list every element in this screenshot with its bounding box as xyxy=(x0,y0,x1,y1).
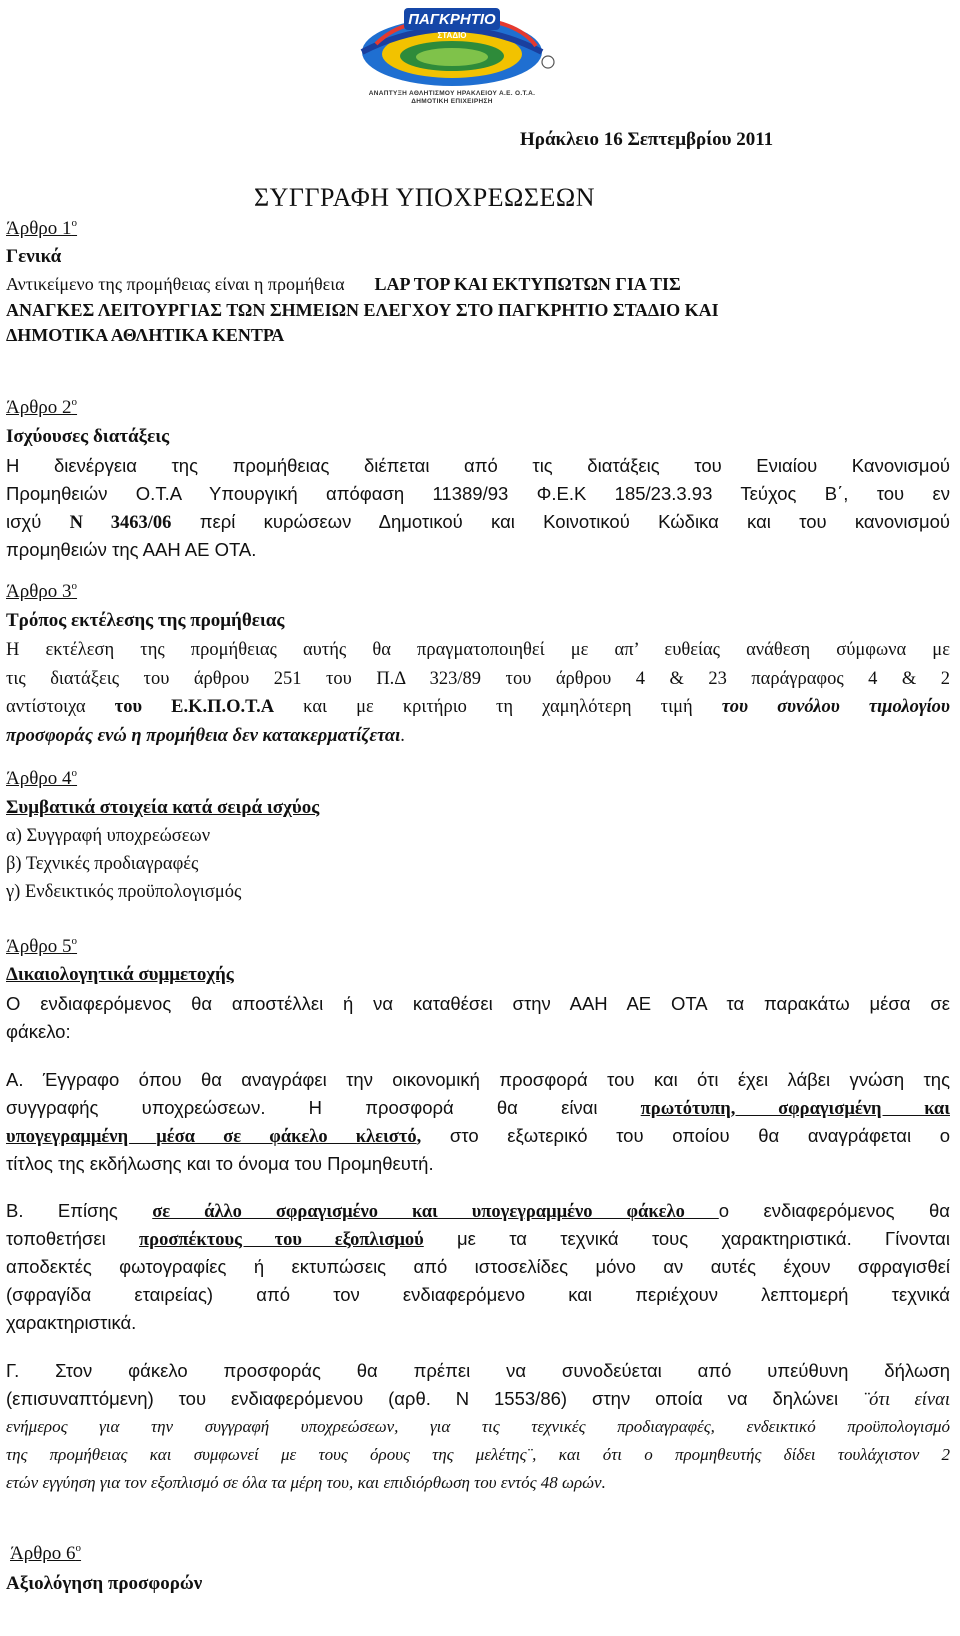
article-6-subtitle: Αξιολόγηση προσφορών xyxy=(6,1573,203,1594)
article-5-c-line-3: ενήμερος για την συγγραφή υποχρεώσεων, για τις τεχνικές προδιαγραφές, ενδεικτικό προϋπολογισμό xyxy=(6,1417,950,1436)
logo-caption xyxy=(320,90,584,106)
list-item: γ) Ενδεικτικός προϋπολογισμός xyxy=(6,882,242,902)
article-2-heading xyxy=(6,396,77,420)
logo-sub: ΣΤΑΔΙΟ xyxy=(437,31,467,40)
article-1-line-3: ΔΗΜΟΤΙΚΑ ΑΘΛΗΤΙΚΑ ΚΕΝΤΡΑ xyxy=(6,325,285,345)
article-5-a-line-3b: μέσα σε φάκελο κλειστό xyxy=(156,1127,417,1147)
article-5-b-line-1 xyxy=(6,1197,950,1226)
article-3-line-4b: . xyxy=(400,726,405,746)
article-3-line-1: Η εκτέλεση της προμήθειας αυτής θα πραγματοποιηθεί με απ’ ευθείας ανάθεση σύμφωνα με xyxy=(6,640,950,660)
article-5-c-line-2a: (επισυναπτόμενη) του ενδιαφερόμενου (αρθ. Ν 1553/86) στην οποία να δηλώνει xyxy=(6,1388,863,1409)
article-5-heading-text: Άρθρο 5 xyxy=(6,936,72,957)
article-3-subtitle: Τρόπος εκτέλεσης της προμήθειας xyxy=(6,610,285,631)
article-5-b-line-2 xyxy=(6,1225,950,1254)
article-5-a-line-1: Α. Έγγραφο όπου θα αναγράφει την οικονομική προσφορά του και ότι έχει λάβει γνώση της xyxy=(6,1069,950,1090)
article-3-line-2: τις διατάξεις του άρθρου 251 του Π.Δ 323/89 του άρθρου 4 & 23 παράγραφος 4 & 2 xyxy=(6,669,950,689)
article-5-intro-1: Ο ενδιαφερόμενος θα αποστέλλει ή να καταθέσει στην ΑΑΗ ΑΕ ΟΤΑ τα παρακάτω μέσα σε xyxy=(6,993,950,1014)
article-5-c-line-2b: ¨ότι είναι xyxy=(862,1390,950,1410)
article-6-heading-text: Άρθρο 6 xyxy=(10,1543,76,1564)
article-3-line-4a: προσφοράς ενώ η προμήθεια δεν κατακερματίζεται xyxy=(6,726,401,746)
article-5-b-line-2c: με τα τεχνικά τους χαρακτηριστικά. Γίνονται xyxy=(423,1228,950,1249)
article-5-b-line-3: αποδεκτές φωτογραφίες ή εκτυπώσεις από ιστοσελίδες μόνο αν αυτές έχουν σφραγισθεί xyxy=(6,1256,950,1277)
logo-wordmark: ΠΑΓΚΡΗΤΙΟ xyxy=(408,11,496,28)
list-item: β) Τεχνικές προδιαγραφές xyxy=(6,854,199,874)
article-6-heading-sup: ο xyxy=(75,1542,82,1554)
list-item: α) Συγγραφή υποχρεώσεων xyxy=(6,826,211,846)
article-5-c-line-2 xyxy=(6,1385,950,1414)
article-5-c-line-4: της προμήθειας και συμφωνεί με τους όρους της μελέτης¨, και ότι ο προμηθευτής δίδει τουλάχιστον 2 xyxy=(6,1445,950,1464)
article-2-law-ref: Ν 3463/06 xyxy=(69,513,172,533)
document-title: ΣΥΓΓΡΑΦΗ ΥΠΟΧΡΕΩΣΕΩΝ xyxy=(254,183,595,212)
article-5-a-line-2a: συγγραφής υποχρεώσεων. Η προσφορά θα είναι xyxy=(6,1097,641,1118)
article-1-heading xyxy=(6,217,77,241)
article-3-line-4 xyxy=(6,724,405,748)
article-5-b-line-2b: προσπέκτους του εξοπλισμού xyxy=(139,1230,424,1250)
article-3-line-3a: αντίστοιχα xyxy=(6,697,115,717)
article-1-line-1 xyxy=(6,272,681,296)
article-5-b-line-1c: ο ενδιαφερόμενος θα xyxy=(718,1200,950,1221)
article-3-heading-sup: ο xyxy=(71,580,78,592)
stadium-logo-graphic xyxy=(336,4,568,90)
article-5-a-line-3a: υπογεγραμμένη xyxy=(6,1127,157,1147)
article-5-a-line-2b: πρωτότυπη, σφραγισμένη και xyxy=(640,1099,950,1119)
article-5-heading xyxy=(6,935,77,959)
article-4-subtitle: Συμβατικά στοιχεία κατά σειρά ισχύος xyxy=(6,797,320,818)
article-4-heading xyxy=(6,767,77,791)
article-5-a-line-4: τίτλος της εκδήλωσης και το όνομα του Προμηθευτή. xyxy=(6,1153,434,1174)
logo-caption-1: ΑΝΑΠΤΥΞΗ ΑΘΛΗΤΙΣΜΟΥ ΗΡΑΚΛΕΙΟΥ Α.Ε. Ο.Τ.Α. xyxy=(368,90,536,97)
document-date: Ηράκλειο 16 Σεπτεμβρίου 2011 xyxy=(520,129,774,150)
article-4-heading-text: Άρθρο 4 xyxy=(6,768,72,789)
article-2-subtitle: Ισχύουσες διατάξεις xyxy=(6,426,170,447)
article-5-b-line-2a: τοποθετήσει xyxy=(6,1228,140,1249)
article-2-line-3a: ισχύ xyxy=(6,511,70,532)
article-5-intro-2: φάκελο: xyxy=(6,1021,71,1042)
article-2-line-3 xyxy=(6,508,950,537)
article-2-line-3c: περί κυρώσεων Δημοτικού και Κοινοτικού Κώδικα και του κανονισμού xyxy=(171,511,951,532)
article-4-heading-sup: ο xyxy=(71,767,78,779)
article-1-line-1b: LAP TOP ΚΑΙ ΕΚΤΥΠΩΤΩΝ ΓΙΑ ΤΙΣ xyxy=(374,274,681,294)
article-1-heading-text: Άρθρο 1 xyxy=(6,218,72,239)
article-5-c-line-5: ετών εγγύηση για τον εξοπλισμό σε όλα τα μέρη του, και επιδιόρθωση του εντός 48 ωρών. xyxy=(6,1473,606,1492)
article-5-c-line-1: Γ. Στον φάκελο προσφοράς θα πρέπει να συνοδεύεται από υπεύθυνη δήλωση xyxy=(6,1360,950,1381)
article-5-a-line-2 xyxy=(6,1094,950,1123)
article-6-heading xyxy=(10,1542,81,1566)
logo-caption-2: ΔΗΜΟΤΙΚΗ ΕΠΙΧΕΙΡΗΣΗ xyxy=(411,98,493,105)
article-5-subtitle: Δικαιολογητικά συμμετοχής xyxy=(6,964,234,985)
article-5-heading-sup: ο xyxy=(71,935,78,947)
article-5-a-line-3c: , xyxy=(416,1127,422,1147)
article-3-heading xyxy=(6,580,77,604)
article-3-line-3c: και με κριτήριο τη χαμηλότερη τιμή xyxy=(274,697,722,717)
article-2-line-2: Προμηθειών Ο.Τ.Α Υπουργική απόφαση 11389/93 Φ.Ε.Κ 185/23.3.93 Τεύχος Β΄, του εν xyxy=(6,483,950,504)
article-1-line-1a: Αντικείμενο της προμήθειας είναι η προμήθεια xyxy=(6,274,345,294)
article-1-subtitle: Γενικά xyxy=(6,246,62,267)
article-3-line-3 xyxy=(6,693,950,721)
article-2-line-4: προμηθειών της ΑΑΗ ΑΕ ΟΤΑ. xyxy=(6,539,257,560)
article-2-heading-text: Άρθρο 2 xyxy=(6,397,72,418)
article-2-line-1: Η διενέργεια της προμήθειας διέπεται από τις διατάξεις του Ενιαίου Κανονισμού xyxy=(6,455,950,476)
article-5-a-line-3 xyxy=(6,1122,950,1151)
article-3-heading-text: Άρθρο 3 xyxy=(6,581,72,602)
article-2-heading-sup: ο xyxy=(71,396,78,408)
article-5-a-line-3d: στο εξωτερικό του οποίου θα αναγράφεται ο xyxy=(421,1125,950,1146)
article-5-b-line-4: (σφραγίδα εταιρείας) από τον ενδιαφερόμενο και περιέχουν λεπτομερή τεχνικά xyxy=(6,1284,950,1305)
article-3-law-ref: του Ε.Κ.Π.Ο.Τ.Α xyxy=(114,697,275,717)
article-1-line-2: ΑΝΑΓΚΕΣ ΛΕΙΤΟΥΡΓΙΑΣ ΤΩΝ ΣΗΜΕΙΩΝ ΕΛΕΓΧΟΥ ΣΤΟ ΠΑΓΚΡΗΤΙΟ ΣΤΑΔΙΟ ΚΑΙ xyxy=(6,300,719,320)
article-3-line-3d: του συνόλου τιμολογίου xyxy=(721,697,950,717)
article-1-heading-sup: ο xyxy=(71,217,78,229)
article-5-b-line-1a: Β. Επίσης xyxy=(6,1200,153,1221)
article-5-b-line-1b: σε άλλο σφραγισμένο και υπογεγραμμένο φάκελο xyxy=(152,1202,719,1222)
article-5-b-line-5: χαρακτηριστικά. xyxy=(6,1312,137,1333)
